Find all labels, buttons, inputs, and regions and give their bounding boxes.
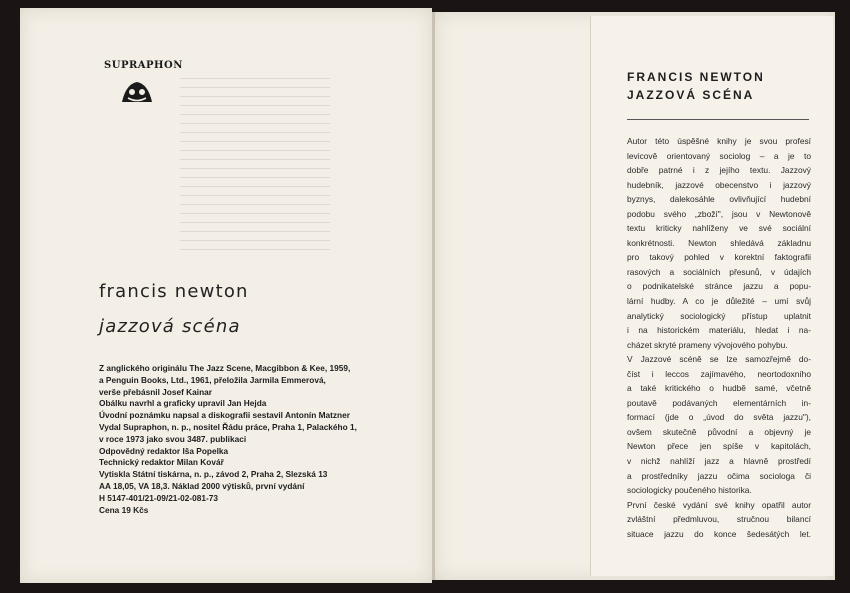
blurb-line: číst i leccos zajímavého, neortodoxního (627, 368, 811, 379)
logo-text: SUPRAPHON (104, 60, 183, 71)
blurb-line: sociologicky poučeného historika. (627, 485, 752, 496)
blurb-line: První české vydání své knihy opatřil autor (627, 499, 811, 510)
dust-jacket-flap (590, 16, 833, 576)
blurb-line: cházet skryté prameny vývojového pohybu. (627, 339, 788, 350)
blurb-line: situace jazzu do konce šedesátých let. (627, 528, 811, 539)
colophon-line: Odpovědný redaktor Iša Popelka (99, 445, 229, 456)
author-name: francis newton (99, 281, 249, 302)
flap-header (627, 68, 817, 104)
colophon-line: Vytiskla Státní tiskárna, n. p., závod 2, Praha 2, Slezská 13 (99, 469, 328, 480)
supraphon-logo (104, 60, 183, 112)
colophon-line: a Penguin Books, Ltd., 1961, přeložila Jarmila Emmerová, (99, 374, 326, 385)
colophon-line: Úvodní poznámku napsal a diskografii sestavil Antonín Matzner (99, 410, 350, 421)
colophon-line: verše přebásnil Josef Kainar (99, 386, 212, 397)
blurb-line: ovšem skutečně původní a objevný je (627, 426, 811, 437)
blurb-line: hudebník, jazzové obecenstvo i jazzový (627, 179, 811, 190)
left-page (20, 8, 432, 583)
blurb-line: i na historickém materiálu, hledat i na- (627, 325, 811, 336)
blurb-line: v nichž nahlíží jazz a hlavně prostředí (627, 456, 811, 467)
blurb-line: a prostředníky jazzu očima sociologa či (627, 470, 811, 481)
blurb-line: V Jazzové scéně se lze samozřejmě do- (627, 354, 811, 365)
blurb-line: konkrétnosti. Newton shledává základnu (627, 237, 811, 248)
blurb-line: formací (jde o „úvod do světa jazzu"), (627, 412, 811, 423)
blurb-line: analytický sociologický přístup uplatnit (627, 310, 811, 321)
colophon-line: Technický redaktor Milan Kovář (99, 457, 224, 468)
flap-title: JAZZOVÁ SCÉNA (627, 88, 755, 102)
colophon-line: Obálku navrhl a graficky upravil Jan Hejda (99, 398, 267, 409)
colophon-line: v roce 1973 jako svou 3487. publikaci (99, 433, 247, 444)
blurb-line: pro takový pohled v korektní faktografii (627, 252, 811, 263)
colophon (99, 363, 429, 516)
blurb-line: podobu svého „zboží", jsou v Newtonově (627, 208, 811, 219)
colophon-line: Z anglického originálu The Jazz Scene, Macgibbon & Kee, 1959, (99, 363, 351, 373)
blurb-line: rasových a sociálních přesunů, v údajích (627, 266, 811, 277)
blurb-line: poutavě podávaných elementárních in- (627, 397, 811, 408)
show-through-text (180, 78, 330, 288)
colophon-line: H 5147-401/21-09/21-02-081-73 (99, 492, 219, 503)
blurb-line: Autor této úspěšné knihy je svou profesí (627, 136, 811, 146)
colophon-line: Cena 19 Kčs (99, 504, 149, 515)
logo-emblem-icon (120, 78, 154, 104)
blurb-line: a také kritického o hudbě samé, včetně (627, 383, 811, 394)
blurb-line: lární hudby. A co je důležité – umí svůj (627, 296, 811, 307)
flap-blurb (627, 134, 811, 541)
book-title: jazzová scéna (99, 316, 241, 337)
blurb-line: textu kriticky nahlíženy ve své sociální (627, 223, 811, 234)
header-divider (627, 119, 809, 120)
blurb-line: zvláštní předmluvou, stručnou bilancí (627, 514, 811, 525)
blurb-line: byznys, dalekosáhle ovlivňující hudební (627, 194, 811, 205)
blurb-line: o podnikatelské stránce jazzu a popu- (627, 281, 811, 292)
blurb-line: levicově orientovaný sociolog – a je to (627, 150, 811, 161)
colophon-line: AA 18,05, VA 18,3. Náklad 2000 výtisků, první vydání (99, 480, 305, 491)
flap-author: FRANCIS NEWTON (627, 70, 765, 84)
blurb-line: Newton přece jen spíše v kapitolách, (627, 441, 811, 452)
colophon-line: Vydal Supraphon, n. p., nositel Řádu práce, Praha 1, Palackého 1, (99, 421, 357, 432)
blurb-line: dobře patrné i z jejího textu. Jazzový (627, 165, 811, 176)
